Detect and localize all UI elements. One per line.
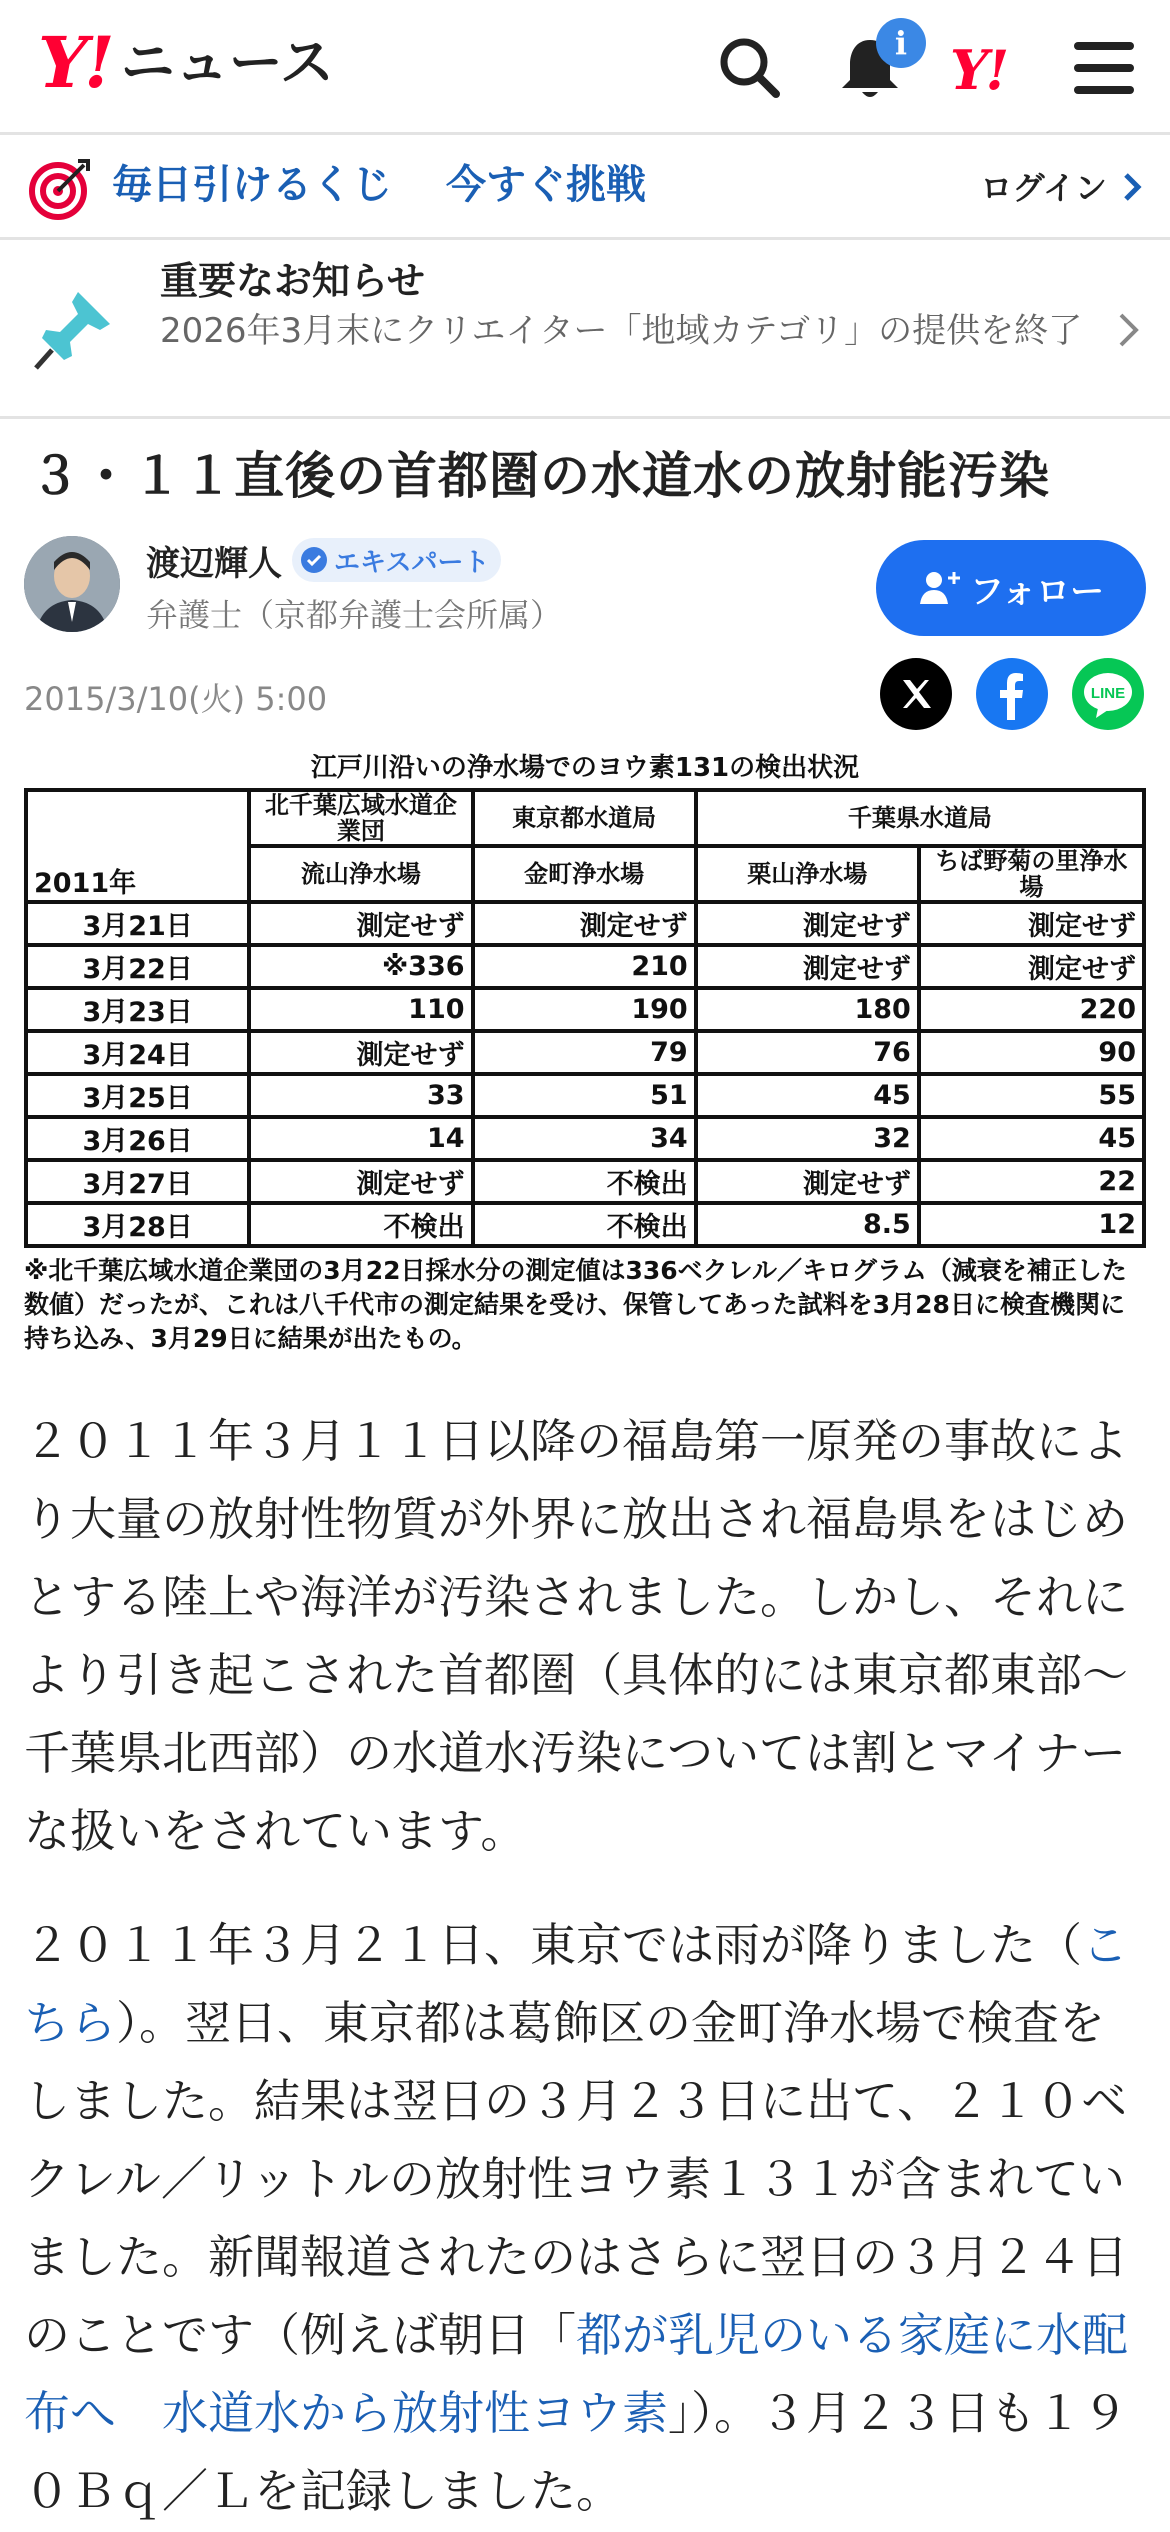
table-cell: 34: [473, 1117, 696, 1160]
table-cell: 測定せず: [249, 1160, 472, 1203]
table-cell: ※336: [249, 945, 472, 988]
search-icon[interactable]: [712, 30, 788, 106]
important-notice[interactable]: [0, 240, 1170, 419]
lottery-cta: 今すぐ挑戦: [446, 162, 646, 208]
paragraph-text: ）。翌日、東京都は葛飾区の金町浄水場で検査をしました。結果は翌日の３月２３日に出て、２１０ベクレル／リットルの放射性ヨウ素１３１が含まれていました。新聞報道されたのはさらに翌日の３月２４日のことです（例えば朝日「: [24, 1996, 1128, 2362]
author-name[interactable]: 渡辺輝人: [146, 544, 282, 584]
pin-icon: [28, 284, 118, 374]
table-cell: 測定せず: [696, 1160, 919, 1203]
group-header: 東京都水道局: [473, 790, 696, 846]
table-cell: 180: [696, 988, 919, 1031]
table-cell: 45: [696, 1074, 919, 1117]
table-cell: 不検出: [473, 1203, 696, 1246]
yahoo-news-logo[interactable]: [38, 21, 335, 104]
table-cell: 8.5: [696, 1203, 919, 1246]
table-cell: 45: [919, 1117, 1144, 1160]
plant-header: 金町浄水場: [473, 846, 696, 902]
figure-caption: 江戸川沿いの浄水場でのヨウ素131の検出状況: [310, 753, 860, 783]
notice-body: 2026年3月末にクリエイター「地域カテゴリ」の提供を終了: [160, 311, 1083, 351]
table-cell: 不検出: [249, 1203, 472, 1246]
table-cell: 14: [249, 1117, 472, 1160]
publish-date: 2015/3/10(火) 5:00: [24, 680, 328, 718]
notification-badge: i: [876, 18, 926, 68]
paragraph-text: ２０１１年３月２１日、東京では雨が降りました（: [24, 1918, 1082, 1972]
body-paragraph-2: [24, 1906, 1148, 2530]
login-label: ログイン: [980, 169, 1107, 207]
yahoo-account-icon[interactable]: Y!: [950, 38, 1007, 102]
table-row: [26, 902, 1144, 945]
row-date: 3月21日: [26, 902, 249, 945]
table-cell: 210: [473, 945, 696, 988]
table-cell: 51: [473, 1074, 696, 1117]
year-header: 2011年: [26, 790, 249, 902]
author-affiliation: 弁護士（京都弁護士会所属）: [146, 596, 563, 634]
body-paragraph-1: ２０１１年３月１１日以降の福島第一原発の事故により大量の放射性物質が外界に放出され福島県をはじめとする陸上や海洋が汚染されました。しかし、それにより引き起こされた首都圏（具体的には東京都東部～千葉県北西部）の水道水汚染については割とマイナーな扱いをされています。: [24, 1414, 1128, 1858]
table-cell: 33: [249, 1074, 472, 1117]
row-date: 3月22日: [26, 945, 249, 988]
expert-label: エキスパート: [334, 547, 490, 578]
table-cell: 測定せず: [249, 902, 472, 945]
table-cell: 測定せず: [473, 902, 696, 945]
expert-badge: [292, 538, 501, 582]
table-row: [26, 988, 1144, 1031]
follow-button[interactable]: [876, 540, 1146, 636]
lottery-text: 毎日引けるくじ: [112, 162, 392, 208]
table-cell: 測定せず: [696, 902, 919, 945]
table-cell: 79: [473, 1031, 696, 1074]
table-row: [26, 1074, 1144, 1117]
row-date: 3月27日: [26, 1160, 249, 1203]
chevron-right-icon: [1116, 310, 1142, 350]
plant-header: 流山浄水場: [249, 846, 472, 902]
follow-label: フォロー: [969, 571, 1105, 612]
table-cell: 12: [919, 1203, 1144, 1246]
table-cell: 測定せず: [249, 1031, 472, 1074]
line-logo-icon: [1072, 658, 1144, 730]
share-x-button[interactable]: [880, 658, 952, 730]
notice-title: 重要なお知らせ: [160, 259, 425, 303]
table-cell: 55: [919, 1074, 1144, 1117]
table-row: [26, 1031, 1144, 1074]
weather-link[interactable]: こちら: [24, 1918, 1128, 2050]
table-cell: 32: [696, 1117, 919, 1160]
lottery-banner[interactable]: [0, 135, 1170, 240]
table-row: [26, 1117, 1144, 1160]
x-logo-icon: [880, 658, 952, 730]
table-cell: 測定せず: [919, 902, 1144, 945]
paragraph-text: 」）。３月２３日も１９０Ｂｑ／Ｌを記録しました。: [24, 2386, 1128, 2518]
iodine-table: [24, 788, 1146, 1248]
target-icon: [28, 155, 94, 221]
row-date: 3月25日: [26, 1074, 249, 1117]
table-cell: 190: [473, 988, 696, 1031]
table-row: [26, 1203, 1144, 1246]
table-row: [26, 945, 1144, 988]
add-user-icon: [918, 568, 962, 608]
row-date: 3月23日: [26, 988, 249, 1031]
facebook-logo-icon: [976, 658, 1048, 730]
table-cell: 測定せず: [696, 945, 919, 988]
table-cell: 90: [919, 1031, 1144, 1074]
verified-icon: [300, 546, 328, 574]
figure-note: ※北千葉広域水道企業団の3月22日採水分の測定値は336ベクレル／キログラム（減衰を補正した数値）だったが、これは八千代市の測定結果を受け、保管してあった試料を3月28日に検査機関に持ち込み、3月29日に結果が出たもの。: [24, 1256, 1127, 1353]
row-date: 3月24日: [26, 1031, 249, 1074]
yahoo-logo-mark: Y!: [38, 21, 111, 104]
table-cell: 不検出: [473, 1160, 696, 1203]
login-link[interactable]: [980, 163, 1144, 209]
news-label: ニュース: [120, 31, 335, 94]
share-facebook-button[interactable]: [976, 658, 1048, 730]
group-header: 北千葉広域水道企業団: [249, 790, 472, 846]
table-cell: 22: [919, 1160, 1144, 1203]
row-date: 3月26日: [26, 1117, 249, 1160]
article-title: ３・１１直後の首都圏の水道水の放射能汚染: [30, 447, 1050, 505]
share-line-button[interactable]: [1072, 658, 1144, 730]
author-avatar[interactable]: [24, 536, 120, 632]
table-cell: 76: [696, 1031, 919, 1074]
plant-header: ちば野菊の里浄水場: [919, 846, 1144, 902]
asahi-article-link[interactable]: 都が乳児のいる家庭に水配布へ 水道水から放射性ヨウ素: [24, 2308, 1128, 2440]
author-photo: [24, 536, 120, 632]
app-header: [0, 0, 1170, 135]
group-header: 千葉県水道局: [696, 790, 1144, 846]
table-cell: 測定せず: [919, 945, 1144, 988]
chevron-right-icon: [1122, 171, 1144, 203]
table-cell: 110: [249, 988, 472, 1031]
svg-text:LINE: LINE: [1090, 685, 1126, 702]
table-row: [26, 1160, 1144, 1203]
table-cell: 220: [919, 988, 1144, 1031]
iodine-table-figure[interactable]: [24, 748, 1146, 1382]
menu-icon[interactable]: [1066, 30, 1142, 106]
plant-header: 栗山浄水場: [696, 846, 919, 902]
row-date: 3月28日: [26, 1203, 249, 1246]
